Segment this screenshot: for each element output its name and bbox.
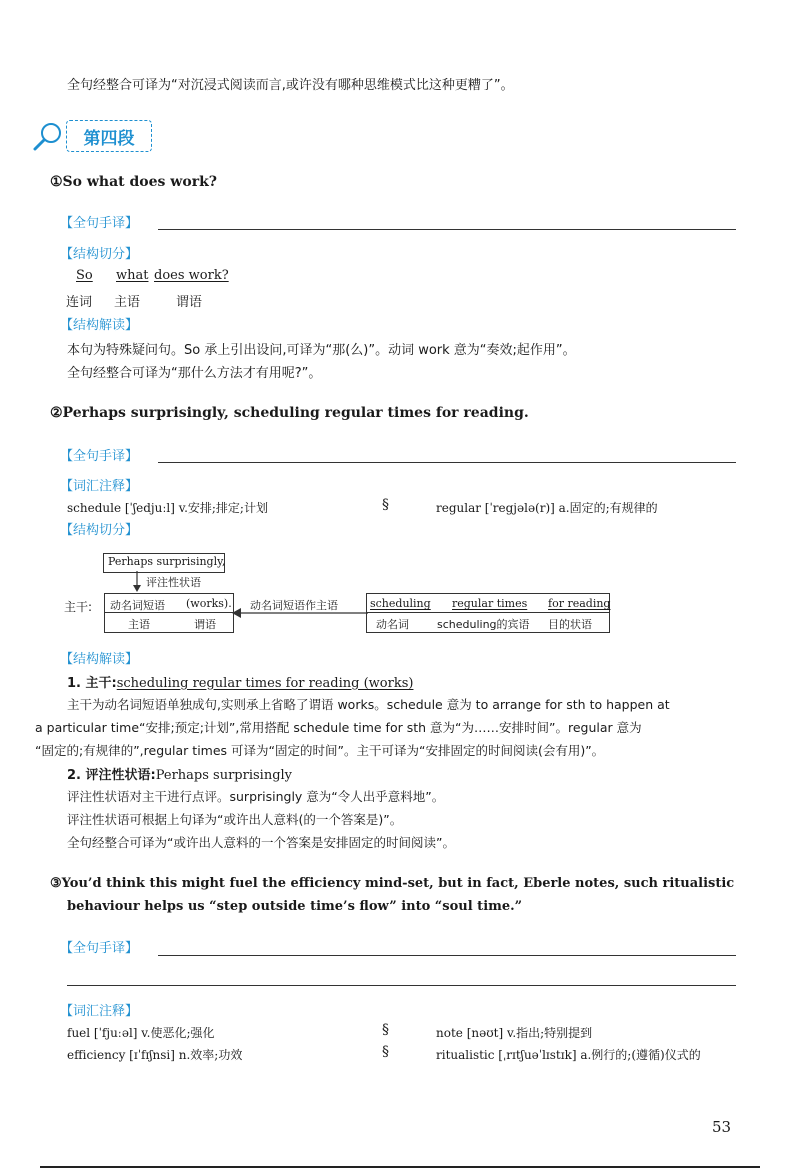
intro-line: 全句经整合可译为“对沉浸式阅读而言,或许没有哪种思维模式比这种更糟了”。 — [67, 78, 514, 93]
point-1-text: scheduling regular times for reading (works) — [116, 676, 414, 691]
divider-icon: § — [382, 497, 389, 513]
point-2 — [67, 764, 292, 783]
word-what: what — [116, 268, 149, 283]
point-1 — [67, 672, 413, 691]
tag-explain-1: 【结构解读】 — [60, 318, 139, 333]
verb-label: 谓语 — [194, 618, 216, 631]
tag-structure-2: 【结构切分】 — [60, 523, 139, 538]
word-so: So — [76, 268, 93, 283]
bottom-rule — [40, 1166, 760, 1168]
tag-vocab-3: 【词汇注释】 — [60, 1004, 139, 1019]
vocab-ritualistic: ritualistic [ˌrɪtʃuəˈlɪstɪk] a.例行的;(遵循)仪式的 — [436, 1048, 701, 1062]
section-heading: 第四段 — [66, 120, 152, 152]
label-subject: 主语 — [114, 295, 141, 310]
point-1c: “固定的;有规律的”,regular times 可译为“固定的时间”。主干可译为“安排固定的时间阅读(会有用)”。 — [35, 743, 605, 758]
point-2-head: 2. 评注性状语: — [67, 768, 156, 783]
translate-line-3b — [67, 985, 736, 986]
translate-line-3a — [158, 955, 736, 956]
sentence-2: ②Perhaps surprisingly, scheduling regular times for reading. — [50, 405, 529, 421]
object-label: scheduling的宾语 — [437, 618, 530, 631]
vocab-note: note [nəʊt] v.指出;特别提到 — [436, 1026, 593, 1040]
adverbial-label: 评注性状语 — [146, 576, 201, 589]
magnifier-icon — [32, 120, 66, 158]
label-conj: 连词 — [66, 295, 93, 310]
tag-translate-2: 【全句手译】 — [60, 449, 139, 464]
translate-line-2 — [158, 462, 736, 463]
gerund-label: 动名词 — [376, 618, 409, 631]
verb-works: (works). — [186, 597, 232, 610]
word-does-work: does work? — [154, 268, 229, 283]
sentence-1: ①So what does work? — [50, 174, 217, 190]
point-1a: 主干为动名词短语单独成句,实则承上省略了谓语 works。schedule 意为 to arrange for sth to happen at — [67, 697, 670, 712]
tag-translate-1: 【全句手译】 — [60, 216, 139, 231]
point-2a: 评注性状语对主干进行点评。surprisingly 意为“令人出乎意料地”。 — [67, 789, 445, 804]
point-2b: 评注性状语可根据上句译为“或许出人意料(的一个答案是)”。 — [67, 812, 403, 827]
explain-1b: 全句经整合可译为“那什么方法才有用呢?”。 — [67, 366, 322, 381]
sentence-3a: ③You’d think this might fuel the efficiency mind-set, but in fact, Eberle notes, such ritualistic — [50, 876, 735, 891]
point-1b: a particular time“安排;预定;计划”,常用搭配 schedule time for sth 意为“为……安排时间”。regular 意为 — [35, 720, 642, 735]
arrow-label: 动名词短语作主语 — [250, 599, 338, 612]
subj-phrase: 动名词短语 — [110, 599, 165, 612]
explain-1a: 本句为特殊疑问句。So 承上引出设问,可译为“那(么)”。动词 work 意为“奏效;起作用”。 — [67, 343, 576, 358]
divider-icon: § — [382, 1044, 389, 1060]
subj-label: 主语 — [128, 618, 150, 631]
main-label: 主干: — [64, 600, 93, 614]
tag-structure-1: 【结构切分】 — [60, 247, 139, 262]
page-number: 53 — [712, 1118, 732, 1136]
vocab-fuel: fuel [ˈfjuːəl] v.使恶化;强化 — [67, 1026, 215, 1040]
point-2c: 全句经整合可译为“或许出人意料的一个答案是安排固定的时间阅读”。 — [67, 835, 455, 850]
point-1-head: 1. 主干: — [67, 676, 117, 691]
purpose-words: for reading — [548, 597, 611, 610]
gerund-word: scheduling — [370, 597, 431, 610]
purpose-label: 目的状语 — [548, 618, 592, 631]
adverbial-text: Perhaps surprisingly, — [108, 555, 226, 568]
vocab-efficiency: efficiency [ɪˈfɪʃnsi] n.效率;功效 — [67, 1048, 243, 1062]
sentence-3b: behaviour helps us “step outside time’s flow” into “soul time.” — [67, 899, 523, 914]
tag-explain-2: 【结构解读】 — [60, 652, 139, 667]
object-words: regular times — [452, 597, 528, 610]
label-predicate: 谓语 — [176, 295, 203, 310]
translate-line-1 — [158, 229, 736, 230]
tag-translate-3: 【全句手译】 — [60, 941, 139, 956]
tag-vocab-2: 【词汇注释】 — [60, 479, 139, 494]
divider-icon: § — [382, 1022, 389, 1038]
point-2-text: Perhaps surprisingly — [155, 768, 293, 783]
left-arrow-icon — [232, 607, 368, 623]
vocab-schedule: schedule [ˈʃedjuːl] v.安排;排定;计划 — [67, 501, 268, 515]
gerund-box-divider — [366, 612, 610, 613]
vocab-regular: regular [ˈregjələ(r)] a.固定的;有规律的 — [436, 501, 658, 515]
